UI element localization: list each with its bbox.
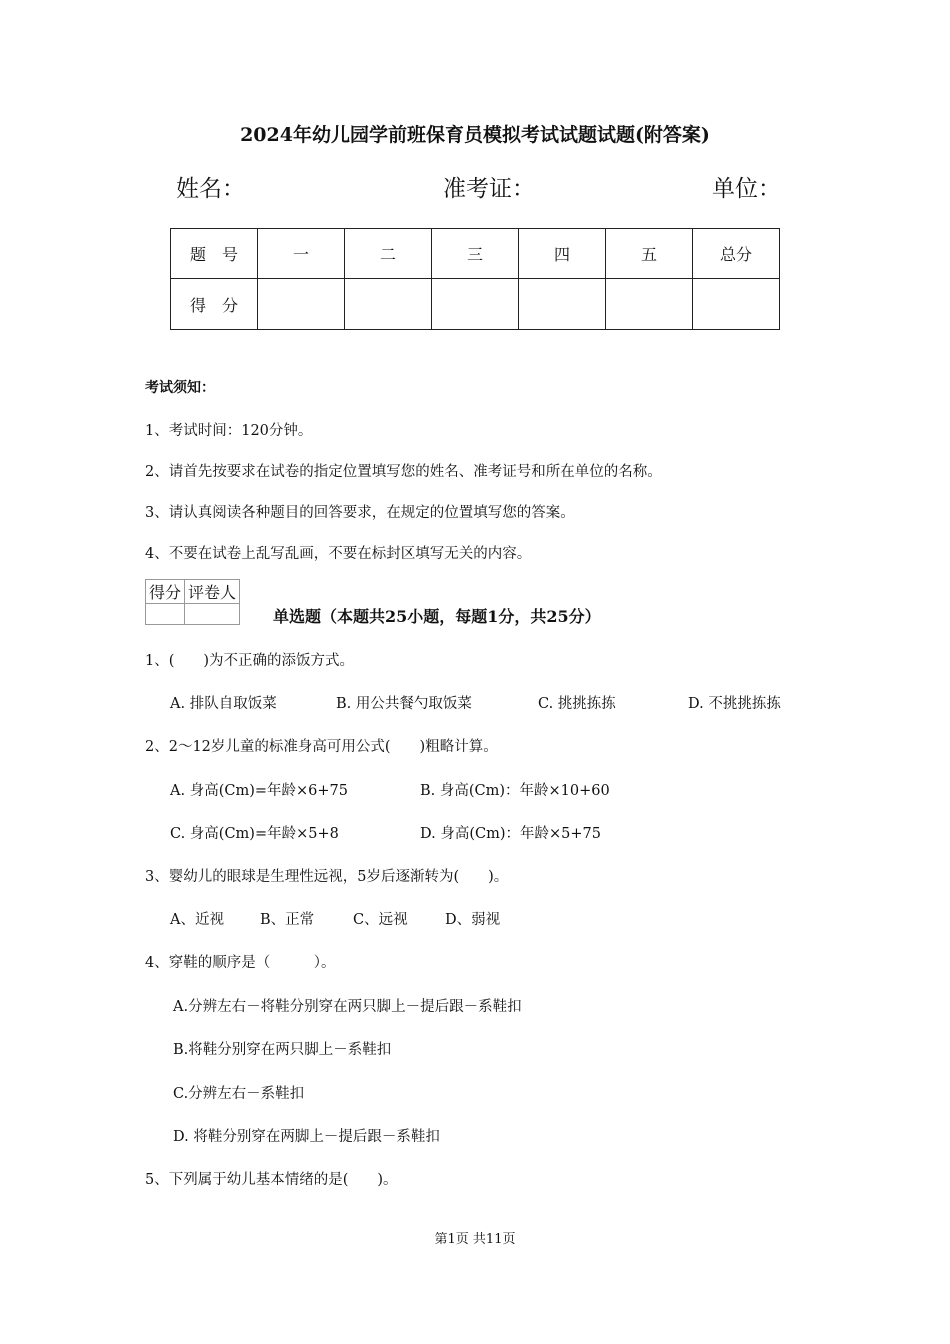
score-input-cell[interactable] <box>693 279 780 330</box>
notice-heading: 考试须知： <box>145 380 215 396</box>
score-table-cell: 题 号 <box>171 229 258 279</box>
question-option: A、近视 <box>170 912 224 928</box>
notice-item: 3、请认真阅读各种题目的回答要求，在规定的位置填写您的答案。 <box>145 505 575 521</box>
question-option: C、远视 <box>353 912 408 928</box>
score-input-cell[interactable] <box>345 279 432 330</box>
notice-item: 2、请首先按要求在试卷的指定位置填写您的姓名、准考证号和所在单位的名称。 <box>145 464 662 480</box>
question-option: D. 不挑挑拣拣 <box>688 696 781 712</box>
score-input-cell[interactable] <box>519 279 606 330</box>
grader-name-cell[interactable] <box>185 604 240 625</box>
score-table <box>170 228 780 330</box>
score-row-label: 得 分 <box>171 279 258 330</box>
score-table-cell: 二 <box>345 229 432 279</box>
exam-id-label: 准考证： <box>443 176 535 202</box>
grader-box <box>145 579 240 625</box>
score-input-cell[interactable] <box>258 279 345 330</box>
score-table-cell: 三 <box>432 229 519 279</box>
score-table-cell: 四 <box>519 229 606 279</box>
score-input-cell[interactable] <box>606 279 693 330</box>
question-stem: 3、婴幼儿的眼球是生理性远视，5岁后逐渐转为( )。 <box>145 869 509 885</box>
grader-score-label: 得分 <box>146 580 185 604</box>
score-table-cell: 五 <box>606 229 693 279</box>
question-option: A.分辨左右－将鞋分别穿在两只脚上－提后跟－系鞋扣 <box>173 999 522 1015</box>
question-stem: 2、2～12岁儿童的标准身高可用公式( )粗略计算。 <box>145 739 498 755</box>
question-option: B. 用公共餐勺取饭菜 <box>336 696 472 712</box>
score-table-score-row <box>171 279 780 330</box>
grader-name-label: 评卷人 <box>185 580 240 604</box>
question-option: C.分辨左右－系鞋扣 <box>173 1086 305 1102</box>
question-option: A. 身高(Cm)=年龄×6+75 <box>170 783 348 799</box>
score-table-cell: 总分 <box>693 229 780 279</box>
score-input-cell[interactable] <box>432 279 519 330</box>
question-option: C. 身高(Cm)=年龄×5+8 <box>170 826 339 842</box>
page-footer: 第1页 共11页 <box>434 1232 516 1247</box>
section-title: 单选题（本题共25小题，每题1分，共25分） <box>273 607 601 626</box>
question-option: A. 排队自取饭菜 <box>170 696 277 712</box>
grader-score-cell[interactable] <box>146 604 185 625</box>
name-label: 姓名： <box>176 176 245 202</box>
score-table-cell: 一 <box>258 229 345 279</box>
question-stem: 4、穿鞋的顺序是（ ）。 <box>145 955 336 971</box>
notice-item: 4、不要在试卷上乱写乱画，不要在标封区填写无关的内容。 <box>145 546 532 562</box>
document-title: 2024年幼儿园学前班保育员模拟考试试题试题(附答案) <box>240 124 710 146</box>
question-option: D. 身高(Cm)：年龄×5+75 <box>420 826 601 842</box>
unit-label: 单位： <box>712 176 781 202</box>
question-option: D. 将鞋分别穿在两脚上－提后跟－系鞋扣 <box>173 1129 440 1145</box>
score-table-header-row <box>171 229 780 279</box>
question-option: D、弱视 <box>445 912 501 928</box>
question-option: B.将鞋分别穿在两只脚上－系鞋扣 <box>173 1042 392 1058</box>
notice-item: 1、考试时间：120分钟。 <box>145 423 313 439</box>
question-stem: 1、( )为不正确的添饭方式。 <box>145 653 355 669</box>
question-option: C. 挑挑拣拣 <box>538 696 616 712</box>
question-option: B. 身高(Cm)：年龄×10+60 <box>420 783 610 799</box>
question-stem: 5、下列属于幼儿基本情绪的是( )。 <box>145 1172 398 1188</box>
question-option: B、正常 <box>260 912 315 928</box>
